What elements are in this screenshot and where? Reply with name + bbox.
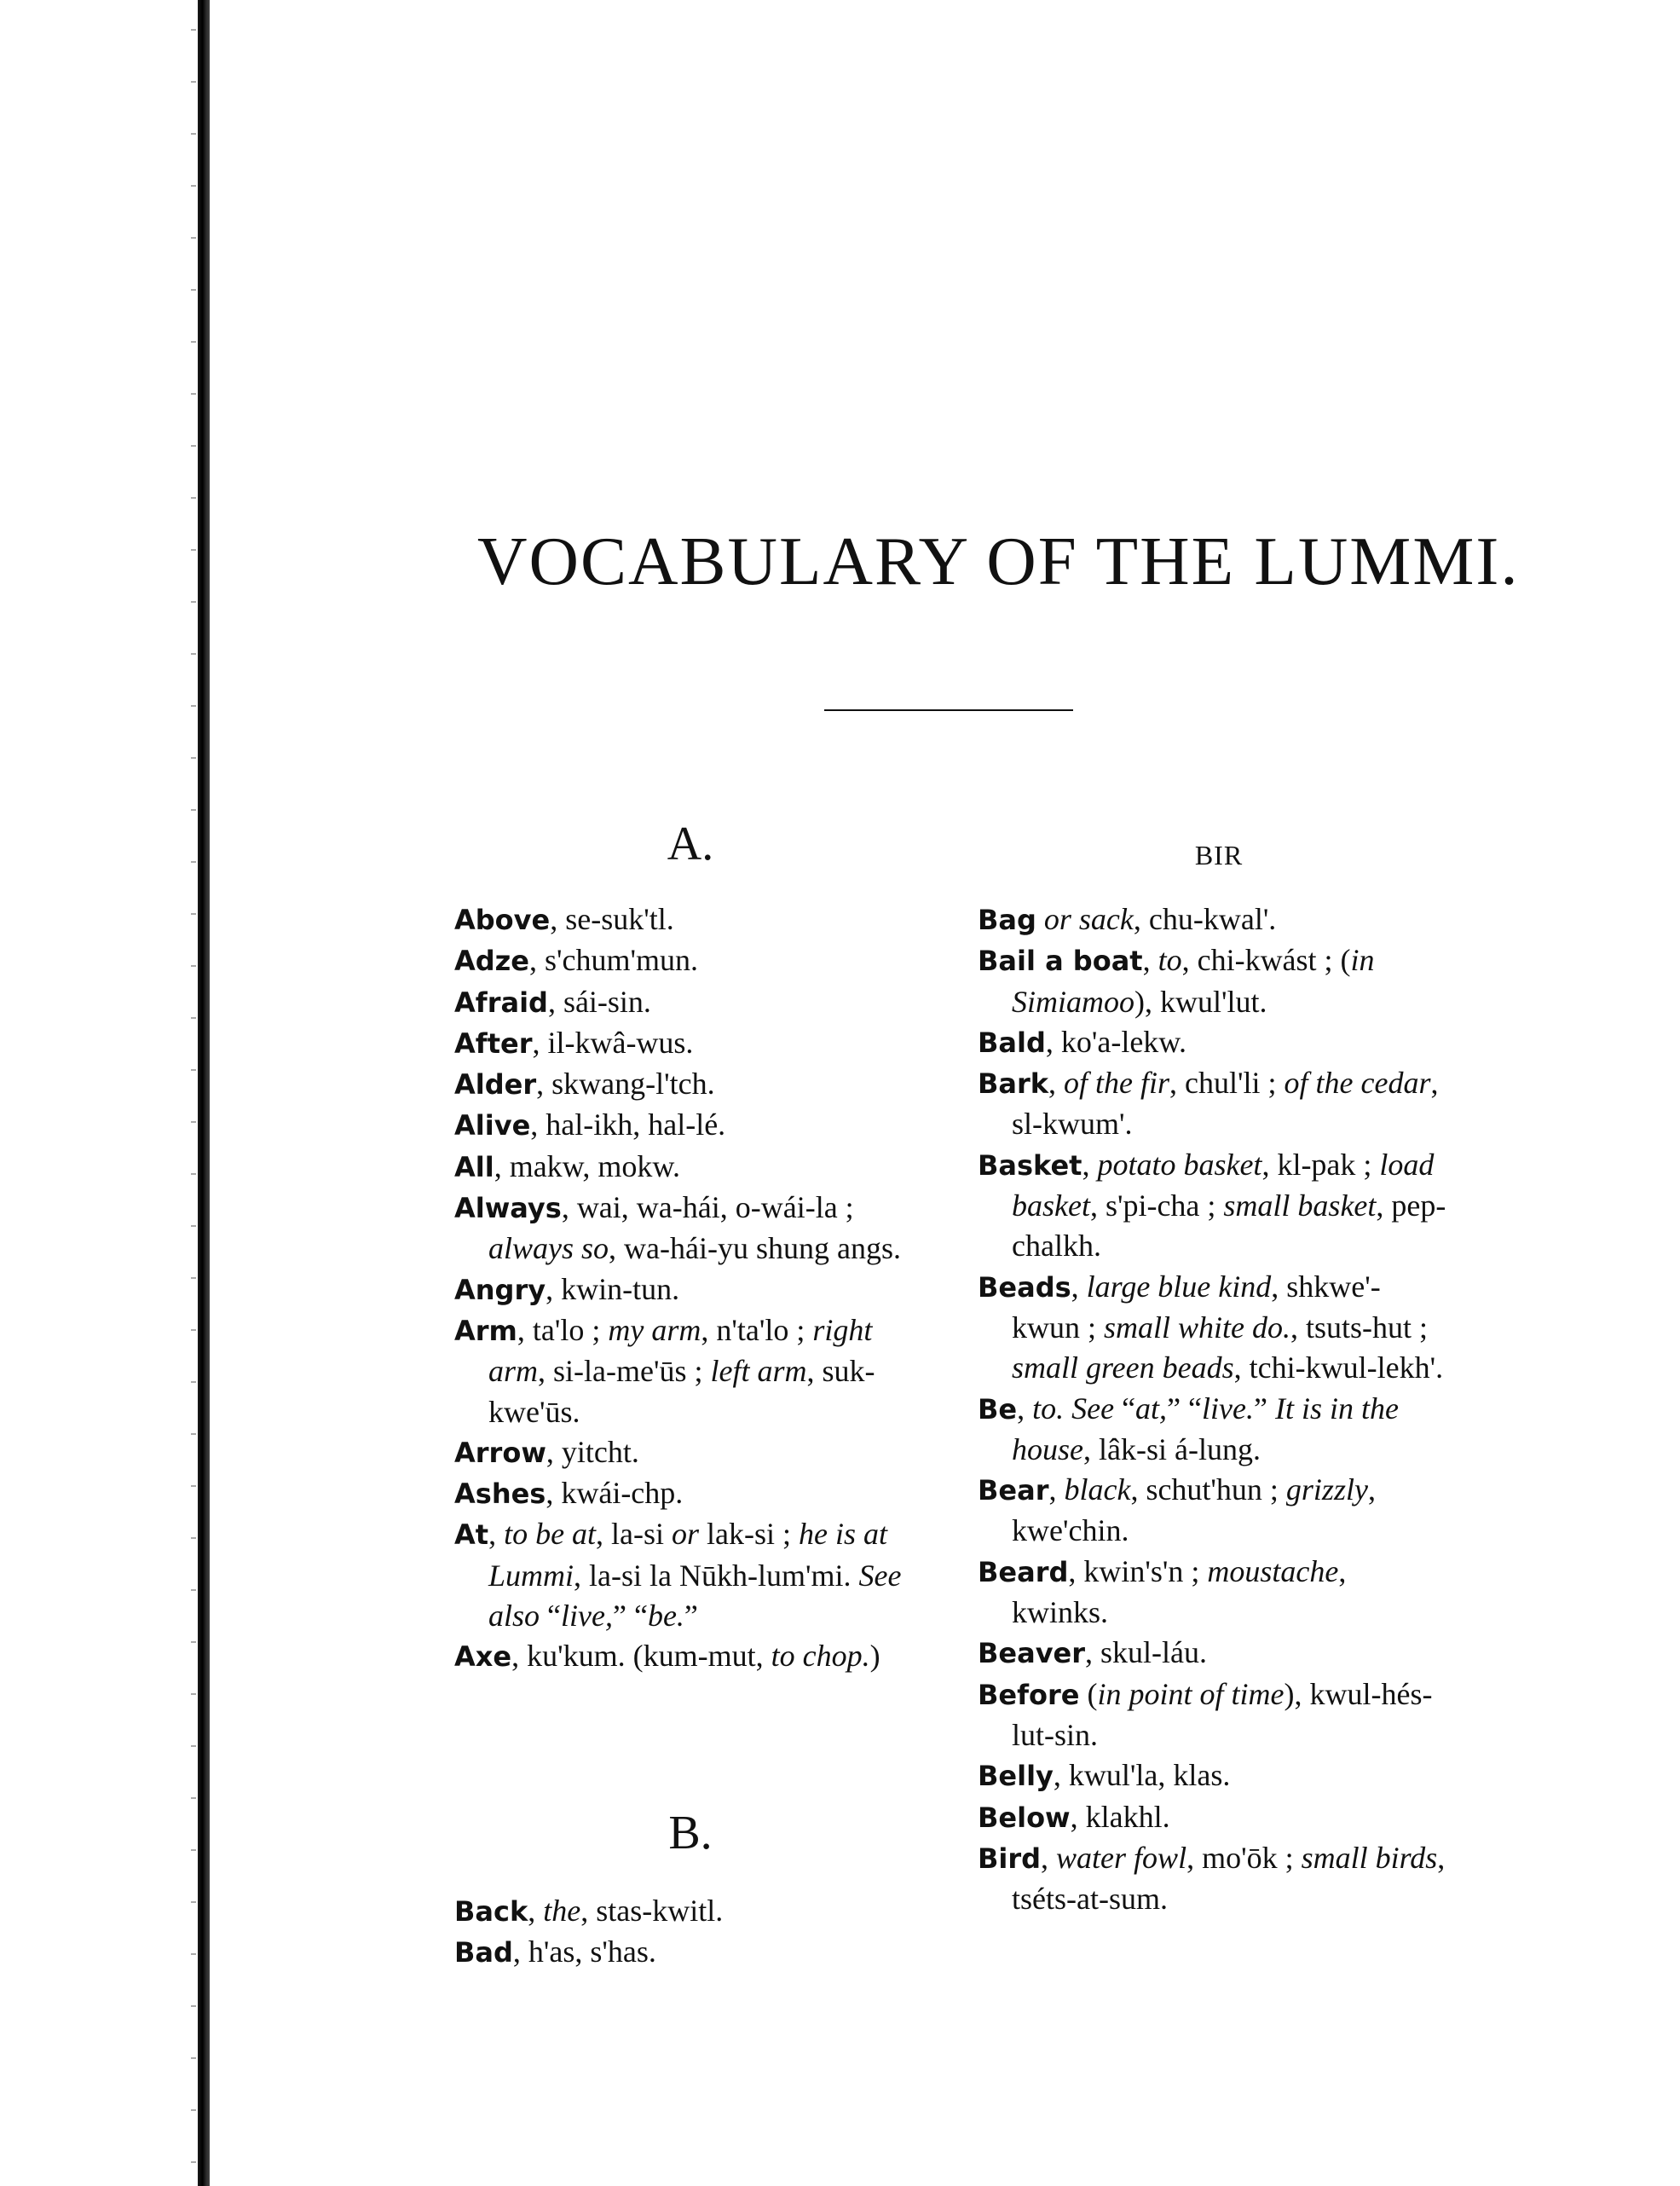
entry-headword: Bail a boat <box>978 945 1143 978</box>
entry-italic-text: to chop. <box>771 1639 870 1674</box>
vocab-entry <box>454 1269 932 1310</box>
vocab-entry <box>978 1022 1446 1063</box>
entry-italic-text: to. See <box>1032 1391 1115 1426</box>
entry-text: , hal-ikh, hal-lé. <box>530 1107 726 1142</box>
entry-italic-text: in point of time <box>1097 1676 1285 1711</box>
vocab-entry <box>978 1633 1446 1674</box>
entry-italic-text: or <box>672 1517 700 1552</box>
entry-italic-text: small basket <box>1223 1188 1377 1223</box>
vocab-entry <box>454 1064 932 1105</box>
entry-text: , la-si la Nūkh-lum'mi. <box>574 1558 859 1593</box>
entry-headword: Bag <box>978 904 1036 936</box>
entry-italic-text: or sack <box>1043 902 1134 936</box>
entry-text: , kwái-chp. <box>546 1476 684 1511</box>
entry-headword: Bark <box>978 1067 1049 1101</box>
entry-text: ” “ <box>612 1599 648 1634</box>
vocab-entry <box>454 1023 932 1064</box>
vocab-entry <box>454 1636 932 1677</box>
entry-text: ” <box>1254 1391 1275 1426</box>
entry-headword: Beard <box>978 1555 1069 1588</box>
binding-fray <box>191 0 196 2186</box>
entry-headword: At <box>454 1518 489 1552</box>
entry-text: “ <box>1114 1391 1136 1426</box>
entry-italic-text: in Simiamoo <box>1012 943 1375 1019</box>
entry-text: , wai, wa-hái, o-wái-la ; <box>561 1190 854 1225</box>
entry-text: , n'ta'lo ; <box>701 1312 813 1347</box>
entry-text: , ku'kum. (kum-mut, <box>511 1639 771 1674</box>
entry-text: , <box>1082 1147 1098 1182</box>
entry-headword: Afraid <box>454 986 548 1019</box>
entry-text: , wa-hái-yu shung angs. <box>609 1231 901 1266</box>
entry-text: , pep-chalkh. <box>1012 1188 1446 1264</box>
entry-text: , yitcht. <box>546 1434 639 1469</box>
section-header-a: A. <box>667 818 714 870</box>
section-header-b: B. <box>668 1807 713 1859</box>
entry-text: ” “ <box>1167 1391 1203 1426</box>
entry-italic-text: be. <box>647 1599 684 1634</box>
entry-italic-text: of the fir <box>1064 1066 1170 1101</box>
entry-text: , kwinks. <box>1012 1553 1347 1630</box>
vocab-entry <box>978 1145 1446 1267</box>
entry-headword: Arm <box>454 1314 517 1347</box>
entry-text: , kl-pak ; <box>1261 1147 1380 1182</box>
entry-headword: Basket <box>978 1148 1082 1182</box>
entry-text: “ <box>540 1599 561 1634</box>
entry-text: , <box>1048 1472 1065 1507</box>
entry-italic-text: live. <box>1202 1391 1254 1426</box>
entry-text: lak-si ; <box>699 1517 800 1552</box>
entry-text: ” <box>684 1599 698 1634</box>
entry-italic-text: water fowl <box>1056 1840 1187 1875</box>
vocab-entry <box>978 899 1446 940</box>
entry-text: , chi-kwást ; ( <box>1181 943 1351 978</box>
vocab-entry <box>978 1755 1446 1796</box>
vocab-entry <box>978 1389 1446 1471</box>
entry-italic-text: small birds <box>1301 1840 1438 1875</box>
vocab-entry <box>454 940 932 981</box>
vocab-entry <box>978 1470 1446 1552</box>
entry-text <box>1036 902 1044 936</box>
vocab-entry <box>454 1105 932 1146</box>
page-title: VOCABULARY OF THE LUMMI. <box>477 523 1520 599</box>
entry-headword: Alive <box>454 1109 531 1142</box>
entry-headword: Bear <box>978 1474 1049 1507</box>
entries-b-right-column <box>978 899 1446 1919</box>
entry-text: , skwang-l'tch. <box>536 1067 715 1102</box>
vocab-entry <box>454 1891 932 1932</box>
entry-italic-text: always so <box>488 1231 609 1266</box>
vocab-entry <box>978 1552 1446 1634</box>
title-rule <box>824 709 1073 711</box>
entry-italic-text: load basket <box>1012 1147 1435 1223</box>
entry-text: , kwe'chin. <box>1012 1472 1376 1548</box>
entry-text: , tsuts-hut ; <box>1290 1310 1429 1345</box>
entry-text: ( <box>1079 1676 1098 1711</box>
entry-text: , si-la-me'ūs ; <box>538 1354 711 1389</box>
entry-italic-text: left arm <box>710 1354 807 1389</box>
entry-text: , il-kwâ-wus. <box>532 1025 694 1060</box>
entry-text: , <box>528 1894 544 1928</box>
entry-headword: Below <box>978 1801 1071 1834</box>
entry-italic-text: large blue kind <box>1086 1269 1272 1304</box>
entry-headword: Before <box>978 1678 1080 1711</box>
entry-italic-text: moustache <box>1207 1553 1339 1588</box>
entry-text: , s'chum'mun. <box>529 943 698 978</box>
entry-text: , kwin's'n ; <box>1068 1553 1208 1588</box>
entry-italic-text: live, <box>561 1599 613 1634</box>
vocab-entry <box>978 1797 1446 1838</box>
entry-text: , kwul'la, klas. <box>1053 1758 1231 1793</box>
book-binding-edge <box>198 0 210 2186</box>
entry-italic-text: potato basket <box>1097 1147 1262 1182</box>
entry-text: , kwin-tun. <box>546 1271 680 1306</box>
entry-headword: Back <box>454 1895 528 1928</box>
entry-italic-text: right arm <box>488 1312 873 1389</box>
entry-headword: All <box>454 1150 494 1183</box>
entry-text: ), kwul'lut. <box>1134 984 1267 1019</box>
entries-a-column <box>454 899 932 1678</box>
vocab-entry <box>454 1188 932 1269</box>
vocab-entry <box>978 1063 1446 1145</box>
entry-italic-text: my arm <box>608 1312 701 1347</box>
entry-text: , se-suk'tl. <box>550 902 674 936</box>
entry-italic-text: to <box>1158 943 1182 978</box>
entry-headword: Bald <box>978 1026 1046 1059</box>
entry-headword: Angry <box>454 1273 546 1306</box>
entry-text: , stas-kwitl. <box>580 1894 724 1928</box>
entry-text: , la-si <box>596 1517 673 1552</box>
entry-headword: Arrow <box>454 1436 546 1469</box>
vocab-entry <box>454 1310 932 1432</box>
entry-text: , sái-sin. <box>547 984 651 1019</box>
entry-italic-text: See also <box>488 1558 902 1634</box>
entry-text: , klakhl. <box>1070 1799 1170 1834</box>
entry-text: , h'as, s'has. <box>512 1934 656 1969</box>
vocab-entry <box>454 1932 932 1973</box>
entry-text: , sl-kwum'. <box>1012 1066 1439 1142</box>
entry-italic-text: to be at <box>504 1517 597 1552</box>
vocab-entry <box>978 1267 1446 1389</box>
entry-italic-text: small green beads <box>1012 1350 1234 1385</box>
entry-text: , tchi-kwul-lekh'. <box>1233 1350 1444 1385</box>
entry-text: ) <box>869 1639 880 1674</box>
entry-headword: Alder <box>454 1068 537 1102</box>
running-header: BIR <box>1194 840 1244 870</box>
entry-headword: Always <box>454 1192 562 1225</box>
entry-text: , s'pi-cha ; <box>1089 1188 1224 1223</box>
entry-headword: Above <box>454 904 551 936</box>
entry-italic-text: he is at Lummi <box>488 1517 888 1593</box>
entry-text: , <box>1041 1840 1057 1875</box>
entry-text: , tséts-at-sum. <box>1012 1840 1446 1917</box>
vocab-entry <box>454 899 932 940</box>
entry-text: , <box>488 1517 505 1552</box>
entry-headword: After <box>454 1026 533 1060</box>
entry-text: , lâk-si á-lung. <box>1083 1431 1261 1466</box>
entry-italic-text: the <box>543 1894 581 1928</box>
vocab-entry <box>454 982 932 1023</box>
entry-text: , mo'ōk ; <box>1186 1840 1302 1875</box>
entry-headword: Beaver <box>978 1637 1086 1670</box>
entry-text: , <box>1142 943 1158 978</box>
entry-text: , <box>1048 1066 1065 1101</box>
entry-text: , <box>1017 1391 1033 1426</box>
entry-text: , suk-kwe'ūs. <box>488 1354 875 1429</box>
entry-text: , makw, mokw. <box>494 1148 681 1183</box>
vocab-entry <box>454 1147 932 1188</box>
vocab-entry <box>978 1838 1446 1920</box>
entry-text: , skul-láu. <box>1085 1635 1208 1670</box>
vocab-entry <box>978 940 1446 1022</box>
entry-text: , ko'a-lekw. <box>1045 1024 1186 1059</box>
entry-headword: Beads <box>978 1270 1071 1304</box>
entry-text: ), kwul-hés-lut-sin. <box>1012 1676 1433 1752</box>
entry-headword: Be <box>978 1392 1018 1426</box>
entry-text: , shkwe'-kwun ; <box>1012 1269 1381 1345</box>
entry-italic-text: black <box>1064 1472 1131 1507</box>
vocab-entry <box>978 1674 1446 1756</box>
entry-headword: Bad <box>454 1936 513 1969</box>
entry-text: , <box>1071 1269 1087 1304</box>
entry-text: , schut'hun ; <box>1130 1472 1286 1507</box>
entry-text: , chu-kwal'. <box>1133 902 1277 936</box>
vocab-entry <box>454 1514 932 1636</box>
entries-b-left-column <box>454 1891 932 1974</box>
entry-italic-text: at, <box>1135 1391 1168 1426</box>
entry-italic-text: small white do. <box>1104 1310 1291 1345</box>
entry-headword: Bird <box>978 1842 1042 1875</box>
entry-italic-text: grizzly <box>1285 1472 1368 1507</box>
entry-text: , chul'li ; <box>1169 1066 1285 1101</box>
entry-text: , ta'lo ; <box>517 1312 609 1347</box>
entry-headword: Ashes <box>454 1478 546 1511</box>
entry-headword: Adze <box>454 945 529 978</box>
entry-headword: Axe <box>454 1640 512 1674</box>
vocab-entry <box>454 1432 932 1473</box>
entry-italic-text: of the cedar <box>1284 1066 1431 1101</box>
entry-italic-text: It is in the house <box>1012 1391 1399 1466</box>
vocab-entry <box>454 1473 932 1514</box>
entry-headword: Belly <box>978 1760 1054 1793</box>
